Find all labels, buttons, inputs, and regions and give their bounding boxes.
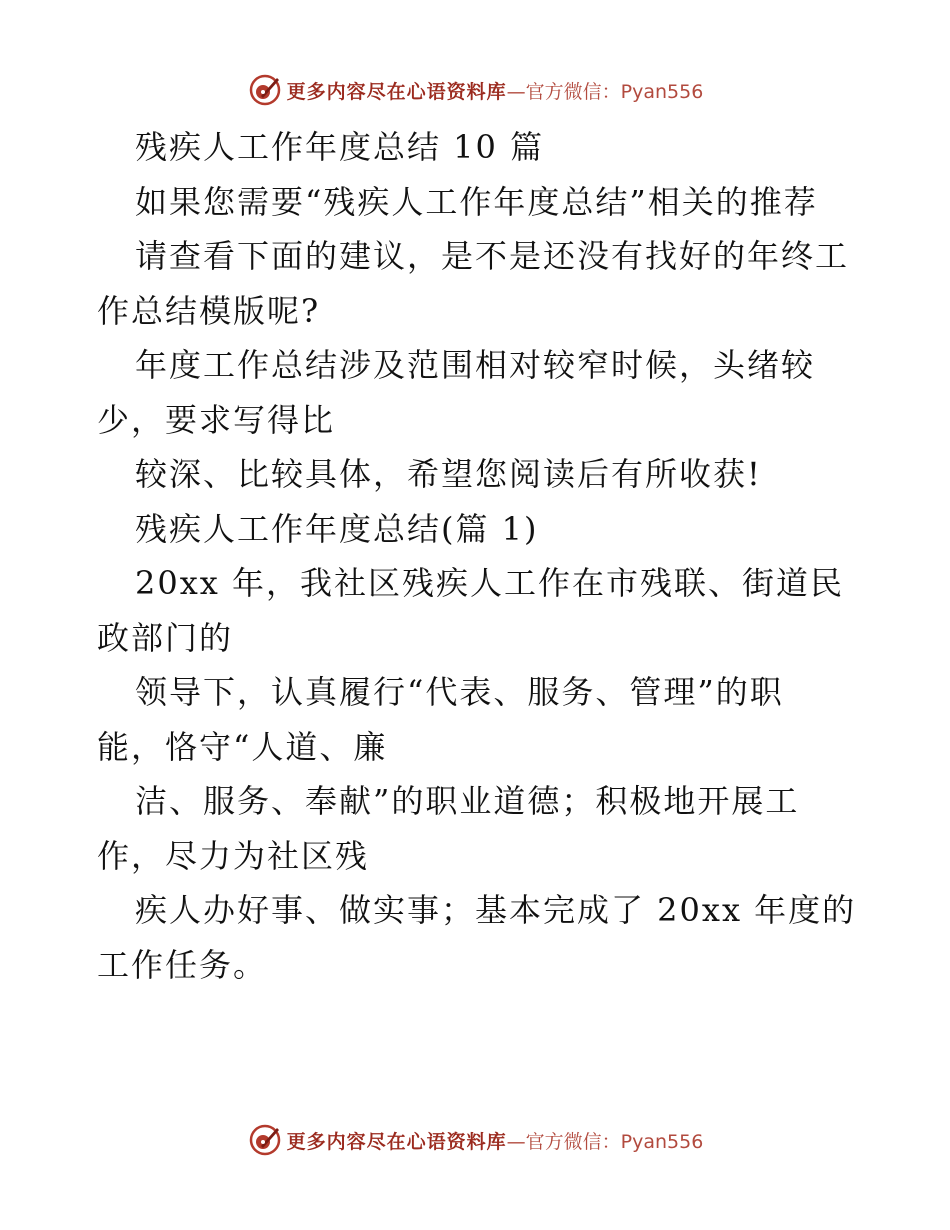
paragraph-line: 20xx 年，我社区残疾人工作在市残联、街道民 [135,564,844,602]
paragraph-line: 作，尽力为社区残 [97,836,370,875]
doc-title: 残疾人工作年度总结 10 篇 [135,128,545,166]
paragraph-line: 较深、比较具体，希望您阅读后有所收获! [135,455,762,493]
banner-wechat: —官方微信：Pyan556 [506,80,704,103]
pen-logo-icon [247,1122,283,1158]
paragraph-line: 洁、服务、奉献”的职业道德；积极地开展工 [135,782,800,820]
paragraph-line: 少，要求写得比 [97,400,336,439]
banner-wechat: —官方微信：Pyan556 [506,1130,704,1153]
paragraph-line: 能，恪守“人道、廉 [97,727,388,766]
paragraph-line: 政部门的 [97,618,234,657]
paragraph-line: 作总结模版呢? [97,291,321,330]
banner-title: 更多内容尽在心语资料库 [286,80,507,103]
header-banner [0,68,950,112]
banner-title: 更多内容尽在心语资料库 [286,1130,507,1153]
paragraph-line: 请查看下面的建议，是不是还没有找好的年终工 [135,237,850,275]
paragraph-line: 领导下，认真履行“代表、服务、管理”的职 [135,673,784,711]
pen-logo-icon [247,72,283,108]
paragraph-line: 疾人办好事、做实事；基本完成了 20xx 年度的 [135,891,857,929]
paragraph-line: 年度工作总结涉及范围相对较窄时候，头绪较 [135,346,816,384]
section-heading: 残疾人工作年度总结(篇 1) [135,509,539,548]
footer-banner [0,1118,950,1162]
paragraph-line: 工作任务。 [97,945,268,984]
paragraph-line: 如果您需要“残疾人工作年度总结”相关的推荐 [135,182,818,221]
document-body [97,120,857,992]
